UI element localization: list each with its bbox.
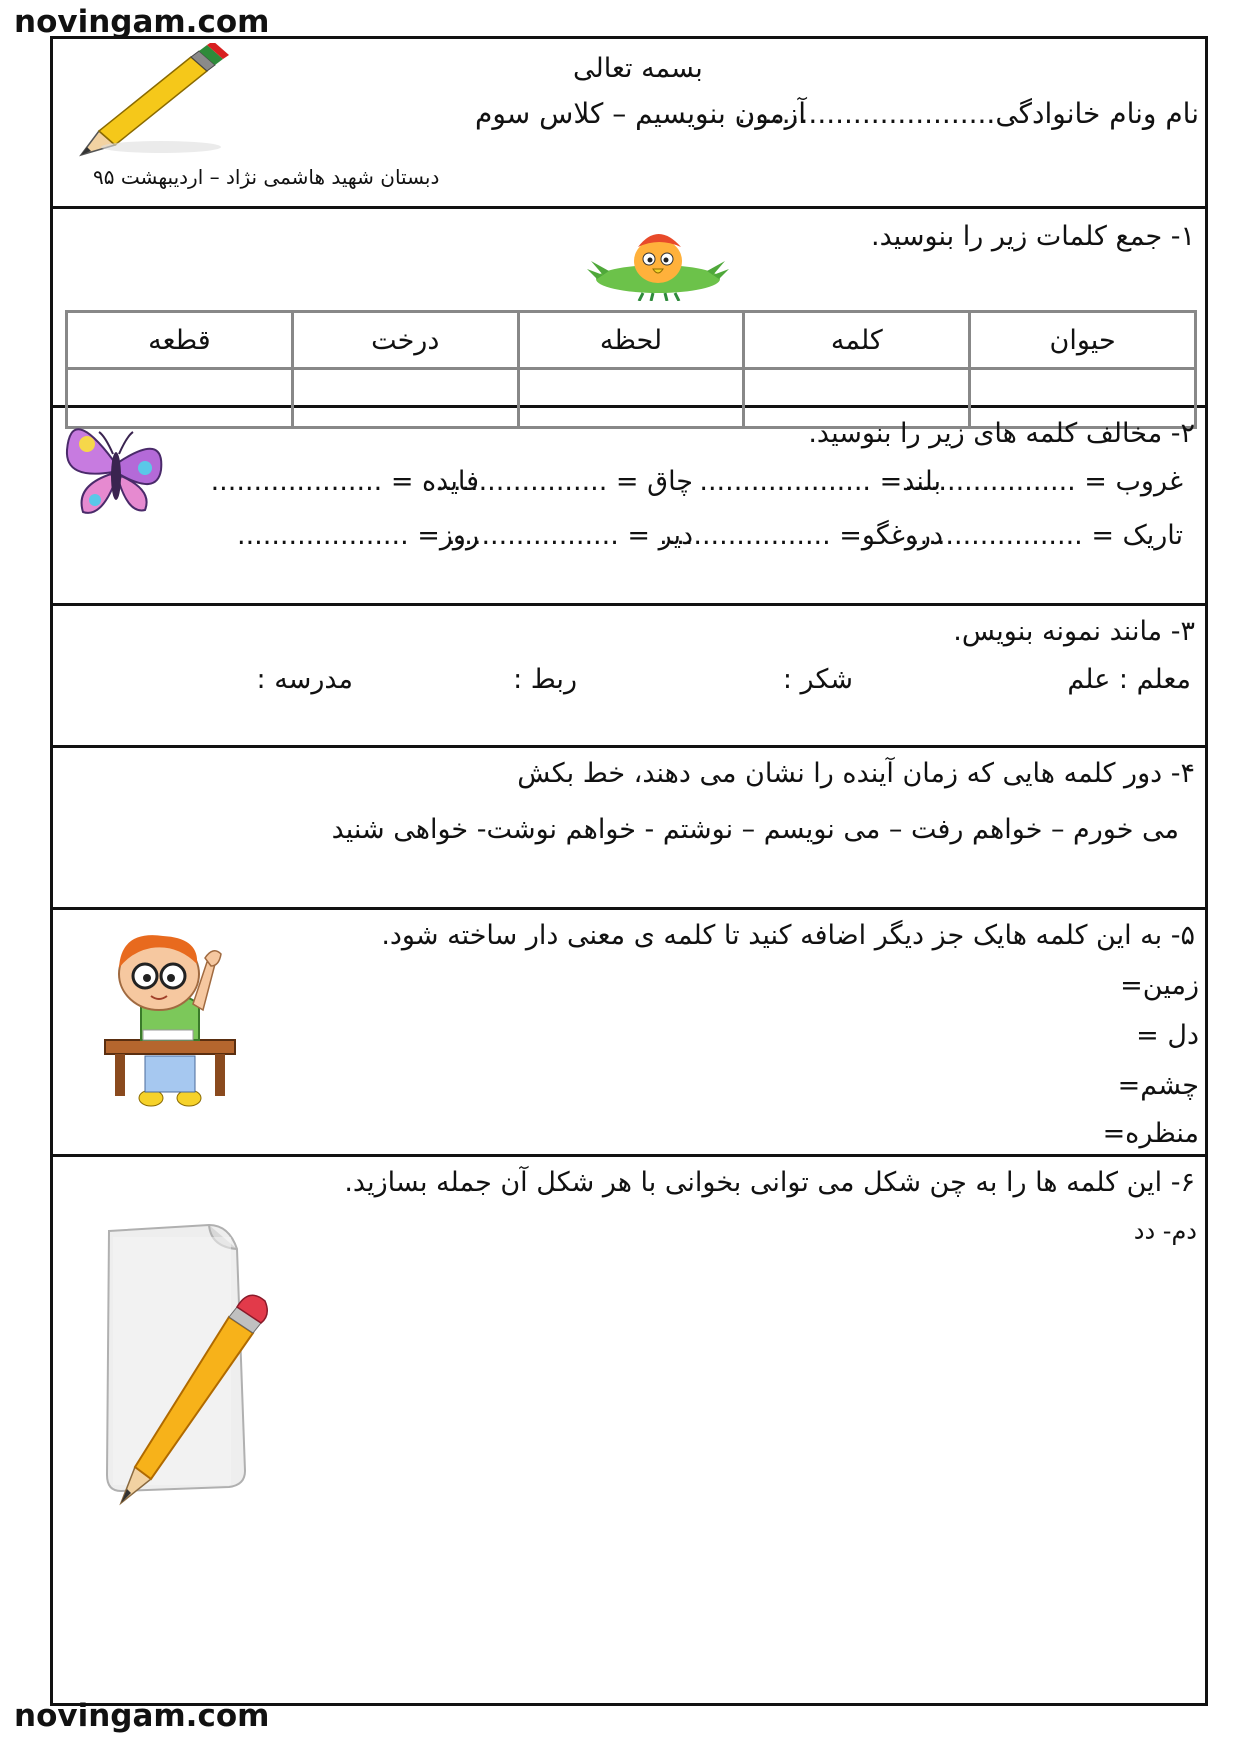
q2-prompt: ۲- مخالف کلمه های زیر را بنوسید. xyxy=(808,418,1195,449)
exam-title: آزمون بنویسیم – کلاس سوم xyxy=(475,97,806,130)
table-row xyxy=(67,312,1196,369)
q1-word-cell: درخت xyxy=(292,312,518,369)
question-1-section xyxy=(53,209,1205,408)
parrot-icon xyxy=(583,217,733,301)
q1-word-cell: لحظه xyxy=(518,312,744,369)
exam-sheet xyxy=(50,36,1208,1706)
q5-prompt: ۵- به این کلمه هایک جز دیگر اضافه کنید تا کلمه ی معنی دار ساخته شود. xyxy=(381,920,1195,951)
watermark-top: novingam.com xyxy=(14,4,270,40)
q2-item[interactable]: دیر = .................... xyxy=(447,520,693,551)
q1-word-cell: کلمه xyxy=(744,312,970,369)
q3-prompt: ۳- مانند نمونه بنویس. xyxy=(953,616,1195,647)
q3-item[interactable]: ربط : xyxy=(513,664,577,695)
q5-item[interactable]: منظره= xyxy=(1102,1118,1199,1149)
q2-item[interactable]: فایده = .................... xyxy=(210,466,479,497)
q2-item[interactable]: چاق = .................... xyxy=(435,466,693,497)
q2-item[interactable]: غروب = .................... xyxy=(904,466,1183,497)
pencil-icon xyxy=(71,43,241,163)
student-icon xyxy=(81,922,251,1112)
q1-prompt: ۱- جمع کلمات زیر را بنوسید. xyxy=(870,221,1195,252)
q4-word-list[interactable]: می خورم – خواهم رفت – می نویسم – نوشتم - خواهم نوشت- خواهی شنید xyxy=(331,814,1179,845)
question-6-section xyxy=(53,1157,1205,1706)
q6-prompt: ۶- این کلمه ها را به چن شکل می توانی بخوانی با هر شکل آن جمله بسازید. xyxy=(344,1167,1195,1198)
q1-word-cell: حیوان xyxy=(970,312,1196,369)
q4-prompt: ۴- دور کلمه هایی که زمان آینده را نشان می دهند، خط بکش xyxy=(517,758,1195,789)
q3-item: معلم : علم xyxy=(1067,664,1191,695)
q5-item[interactable]: چشم= xyxy=(1117,1070,1199,1101)
question-3-section xyxy=(53,606,1205,748)
watermark-bottom: novingam.com xyxy=(14,1698,270,1734)
q3-item[interactable]: شکر : xyxy=(782,664,853,695)
basmala: بسمه تعالی xyxy=(573,53,703,84)
question-4-section xyxy=(53,748,1205,910)
q2-item[interactable]: روز= .................... xyxy=(237,520,479,551)
paper-pencil-icon xyxy=(99,1221,279,1511)
q2-item[interactable]: تاریک = .................... xyxy=(911,520,1183,551)
q2-item[interactable]: دروغگو= .................... xyxy=(659,520,943,551)
question-2-section xyxy=(53,408,1205,606)
q6-words: دم- دد xyxy=(1133,1217,1197,1245)
q5-item[interactable]: دل = xyxy=(1136,1020,1199,1051)
school-line: دبستان شهید هاشمی نژاد – اردیبهشت ۹۵ xyxy=(93,165,440,189)
butterfly-icon xyxy=(61,410,171,526)
question-5-section xyxy=(53,910,1205,1157)
q5-item[interactable]: زمین= xyxy=(1120,970,1199,1001)
q2-item[interactable]: بلند= .................... xyxy=(699,466,941,497)
name-field[interactable]: نام ونام خانوادگی............................. xyxy=(737,97,1199,130)
q1-word-cell: قطعه xyxy=(67,312,293,369)
q3-item[interactable]: مدرسه : xyxy=(256,664,353,695)
header-section xyxy=(53,39,1205,209)
